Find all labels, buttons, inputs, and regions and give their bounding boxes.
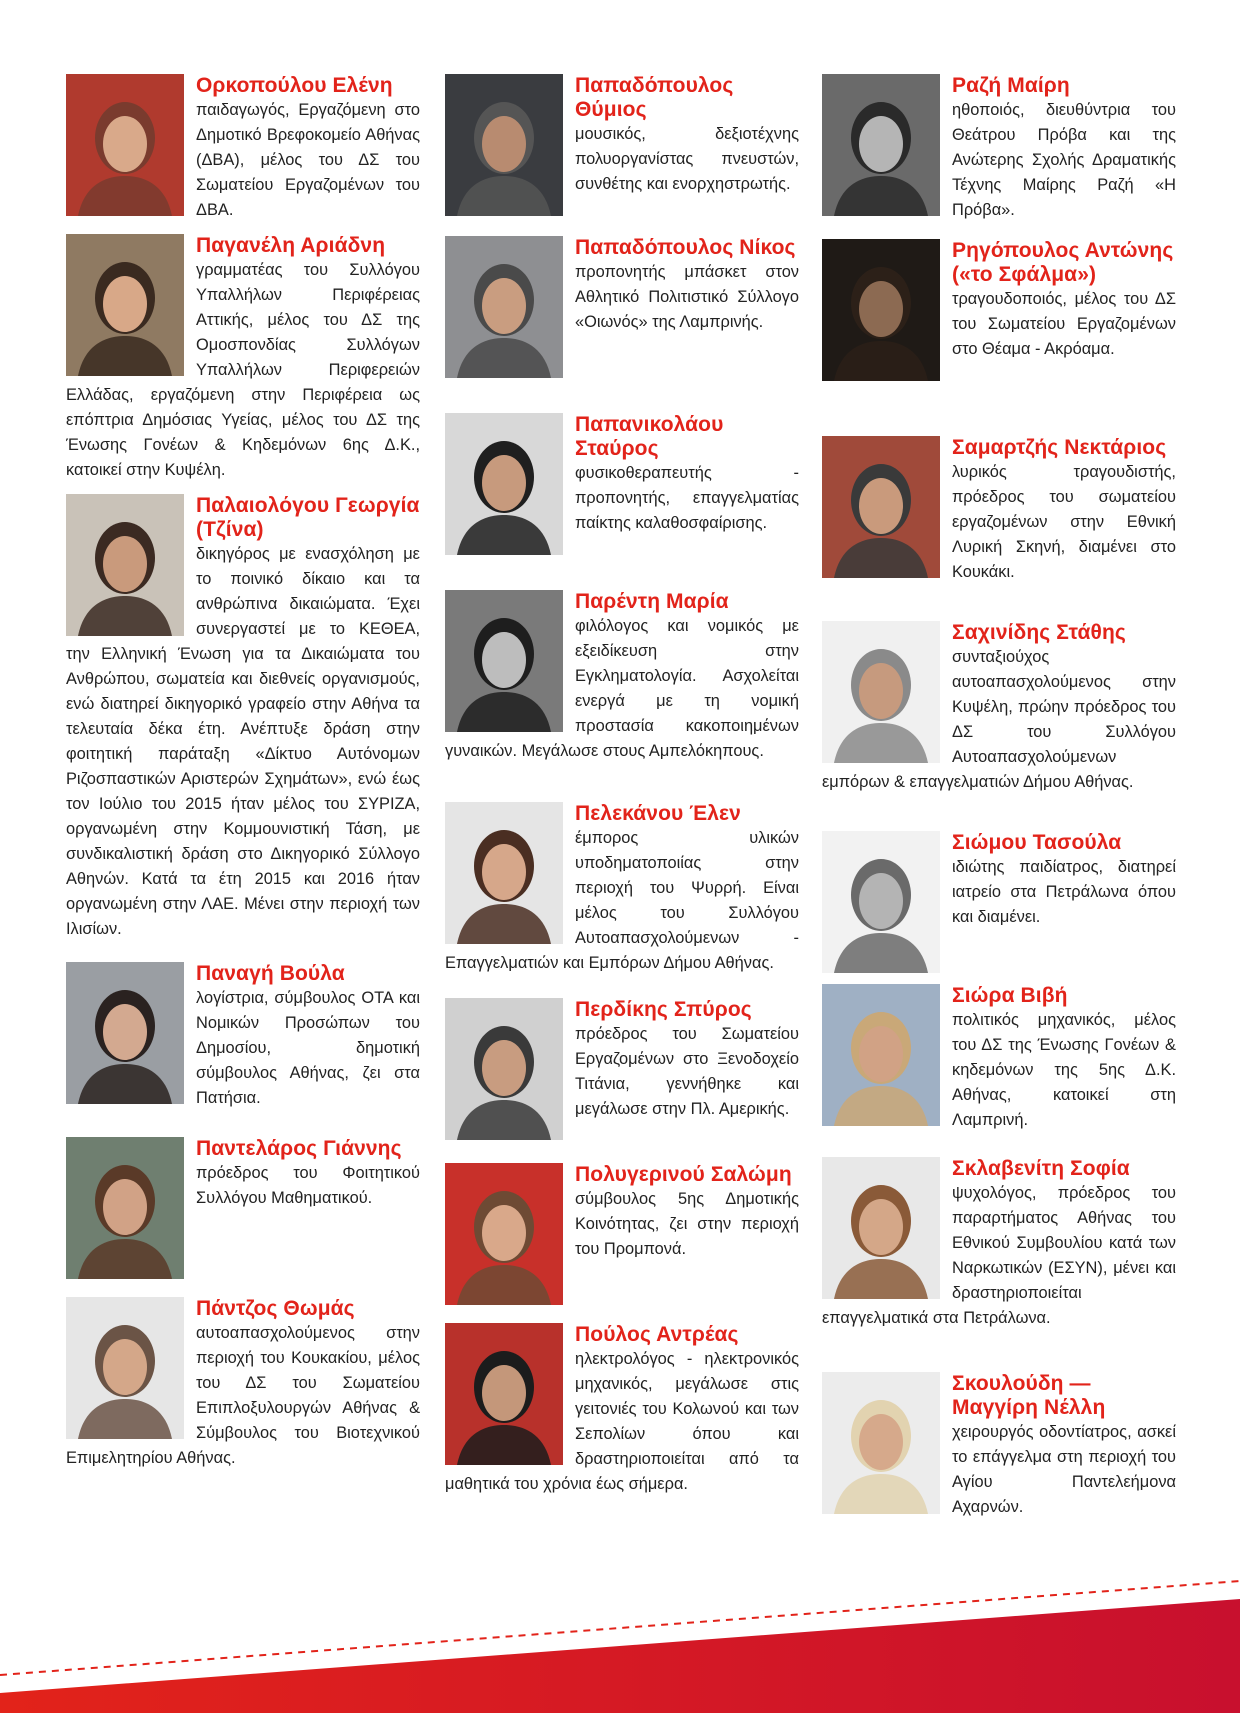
candidate-bio: ηθοποιός, διευθύντρια του Θεάτρου Πρόβα και της Ανώτερης Σχολής Δραματικής Τέχνης Μαίρης Ραζή «Η Πρόβα». [952,101,1176,219]
candidate-photo [822,74,940,216]
footer-red-wedge [0,1599,1240,1713]
candidate-card [822,239,1176,436]
candidate-photo [445,236,563,378]
candidate-card [66,234,420,494]
candidate-bio: προπονητής μπάσκετ στον Αθλητικό Πολιτιστικό Σύλλογο «Οιωνός» της Λαμπρινής. [575,263,799,331]
candidate-bio: ψυχολόγος, πρόεδρος του παραρτήματος Αθήνας του Εθνικού Συμβουλίου κατά των Ναρκωτικών (ΕΣΥΝ), μένει και δραστηριοποιείται επαγγελματικά στα Πετράλωνα. [822,1184,1176,1327]
candidate-photo [445,802,563,944]
candidate-card [822,436,1176,621]
portrait-photo [445,236,563,378]
candidate-name: Ραζή Μαίρη [952,74,1070,97]
candidate-name: Παναγή Βούλα [196,962,345,985]
candidate-bio: πολιτικός μηχανικός, μέλος του ΔΣ της Ένωσης Γονέων & κηδεμόνων της 5ης Δ.Κ. Αθήνας, κατοικεί στη Λαμπρινή. [952,1011,1176,1129]
candidate-bio: λογίστρια, σύμβουλος ΟΤΑ και Νομικών Προσώπων του Δημοσίου, δημοτική σύμβουλος Αθήνας, ζει στα Πατήσια. [196,989,420,1107]
candidate-bio: μουσικός, δεξιοτέχνης πολυοργανίστας πνευστών, συνθέτης και ενορχηστρωτής. [575,125,799,193]
candidate-bio: ιδιώτης παιδίατρος, διατηρεί ιατρείο στα Πετράλωνα όπου και διαμένει. [952,858,1176,926]
candidate-photo [822,239,940,381]
portrait-photo [445,74,563,216]
candidate-card [822,621,1176,831]
candidate-bio: έμπορος υλικών υποδηματοποιίας στην περιοχή του Ψυρρή. Είναι μέλος του Συλλόγου Αυτοαπασχολούμενων - Επαγγελματιών και Εμπόρων Δήμου Αθήνας. [445,829,799,972]
candidate-bio: σύμβουλος 5ης Δημοτικής Κοινότητας, ζει στην περιοχή του Προμπονά. [575,1190,799,1258]
portrait-photo [445,413,563,555]
candidate-name: Σιώμου Τασούλα [952,831,1122,854]
portrait-photo [822,1372,940,1514]
candidate-photo [822,984,940,1126]
candidate-name: Παρέντη Μαρία [575,590,729,613]
candidate-photo [445,1323,563,1465]
portrait-photo [66,1137,184,1279]
candidate-photo [822,1372,940,1514]
candidate-name: Παλαιολόγου Γεωργία (Τζίνα) [196,494,420,541]
candidate-card [66,1297,420,1497]
portrait-photo [822,621,940,763]
candidate-bio: τραγουδοποιός, μέλος του ΔΣ του Σωματείου Εργαζομένων στο Θέαμα - Ακρόαμα. [952,290,1176,358]
portrait-photo [66,1297,184,1439]
candidate-card [445,1323,799,1523]
candidate-card [66,494,420,962]
candidate-bio: παιδαγωγός, Εργαζόμενη στο Δημοτικό Βρεφοκομείο Αθήνας (ΔΒΑ), μέλος του ΔΣ του Σωματείου Εργαζομένων του ΔΒΑ. [196,101,420,219]
portrait-photo [822,831,940,973]
candidate-card [66,74,420,234]
candidate-name: Σιώρα Βιβή [952,984,1068,1007]
candidate-bio: πρόεδρος του Φοιτητικού Συλλόγου Μαθηματικού. [196,1164,420,1207]
candidate-photo [445,1163,563,1305]
candidate-photo [822,436,940,578]
candidate-bio: χειρουργός οδοντίατρος, ασκεί το επάγγελμα στη περιοχή του Αγίου Παντελεήμονα Αχαρνών. [952,1423,1176,1516]
portrait-photo [822,984,940,1126]
candidate-bio: γραμματέας του Συλλόγου Υπαλλήλων Περιφέρειας Αττικής, μέλος του ΔΣ της Ομοσπονδίας Συλλόγων Υπαλλήλων Περιφερειών Ελλάδας, εργαζόμενη στην Περιφέρεια ως επόπτρια Δημόσιας Υγείας, μέλος του ΔΣ της Ένωσης Γονέων & Κηδεμόνων 6ης Δ.Κ., κατοικεί στην Κυψέλη. [66,261,420,479]
candidate-card [445,74,799,236]
candidate-photo [66,1137,184,1279]
portrait-photo [822,239,940,381]
candidate-photo [66,234,184,376]
portrait-photo [445,802,563,944]
candidate-card [822,74,1176,239]
portrait-photo [66,962,184,1104]
candidate-name: Σκουλούδη — Μαγγίρη Νέλλη [952,1372,1106,1419]
portrait-photo [445,998,563,1140]
candidate-card [445,236,799,413]
candidate-card [822,1157,1176,1372]
candidate-photo [445,74,563,216]
candidate-bio: αυτοαπασχολούμενος στην περιοχή του Κουκακίου, μέλος του ΔΣ του Σωματείου Επιπλοξυλουργών Αθήνας & Σύμβουλος του Βιοτεχνικού Επιμελητηρίου Αθήνας. [66,1324,420,1467]
portrait-photo [445,590,563,732]
footer-decoration [0,1543,1240,1713]
candidate-name: Σαμαρτζής Νεκτάριος [952,436,1167,459]
candidate-name: Περδίκης Σπύρος [575,998,752,1021]
candidate-bio: δικηγόρος με ενασχόληση με το ποινικό δίκαιο και τα ανθρώπινα δικαιώματα. Έχει συνεργαστεί με το ΚΕΘΕΑ, την Ελληνική Ένωση για τα Δικαιώματα του Ανθρώπου, σωματεία και διεθνείς οργανισμούς, ενώ διατηρεί δικηγορικό γραφείο στην Αθήνα τα τελευταία δέκα έτη. Ανέπτυξε δράση στην φοιτητική παράταξη «Δίκτυο Αυτόνομων Ριζοσπαστικών Αριστερών Σχημάτων», ενώ έως τον Ιούλιο του 2015 ήταν μέλος του ΣΥΡΙΖΑ, οργανωμένη στην Κομμουνιστική Τάση, με συνδικαλιστική δράση στο Δικηγορικό Σύλλογο Αθηνών. Κατά τα έτη 2015 και 2016 ήταν οργανωμένη στην ΛΑΕ. Μένει στην περιοχή των Ιλισίων. [66,545,420,938]
candidate-name: Πελεκάνου Έλεν [575,802,741,825]
candidate-name: Σκλαβενίτη Σοφία [952,1157,1130,1180]
candidate-name: Παγανέλη Αριάδνη [196,234,386,257]
candidate-name: Σαχινίδης Στάθης [952,621,1126,644]
candidate-card [445,1163,799,1323]
candidate-photo [822,621,940,763]
candidate-photo [66,74,184,216]
candidate-name: Παπανικολάου Σταύρος [575,413,724,460]
candidate-photo [66,1297,184,1439]
candidate-photo [445,998,563,1140]
portrait-photo [66,234,184,376]
candidate-bio: πρόεδρος του Σωματείου Εργαζομένων στο Ξενοδοχείο Τιτάνια, γεννήθηκε και μεγάλωσε στην Πλ. Αμερικής. [575,1025,799,1118]
candidate-photo [66,962,184,1104]
candidate-photo [445,590,563,732]
candidate-name: Πάντζος Θωμάς [196,1297,355,1320]
candidate-photo [445,413,563,555]
candidate-photo [822,1157,940,1299]
candidate-name: Πούλος Αντρέας [575,1323,739,1346]
candidate-bio: συνταξιούχος αυτοαπασχολούμενος στην Κυψέλη, πρώην πρόεδρος του ΔΣ του Συλλόγου Αυτοαπασχολούμενων εμπόρων & επαγγελματιών Δήμου Αθήνας. [822,648,1176,791]
candidate-card [822,1372,1176,1542]
candidate-card [66,962,420,1137]
candidate-name: Πολυγερινού Σαλώμη [575,1163,792,1186]
candidate-card [445,590,799,802]
portrait-photo [445,1323,563,1465]
candidate-card [822,984,1176,1157]
candidate-name: Ορκοπούλου Ελένη [196,74,393,97]
footer-red-band [0,1543,1240,1713]
candidate-card [445,998,799,1163]
column-1 [66,74,420,1497]
portrait-photo [66,74,184,216]
column-3 [822,74,1176,1542]
portrait-photo [822,74,940,216]
candidate-card [445,802,799,998]
candidate-name: Ρηγόπουλος Αντώνης («το Σφάλμα») [952,239,1174,286]
candidate-card [445,413,799,590]
candidate-name: Παπαδόπουλος Θύμιος [575,74,734,121]
portrait-photo [822,436,940,578]
candidate-photo [66,494,184,636]
candidate-card [822,831,1176,984]
candidate-photo [822,831,940,973]
portrait-photo [66,494,184,636]
column-2 [445,74,799,1523]
candidate-name: Παπαδόπουλος Νίκος [575,236,796,259]
candidate-bio: λυρικός τραγουδιστής, πρόεδρος του σωματείου εργαζομένων στην Εθνική Λυρική Σκηνή, διαμένει στο Κουκάκι. [952,463,1176,581]
portrait-photo [822,1157,940,1299]
candidate-name: Παντελάρος Γιάννης [196,1137,402,1160]
candidate-bio: ηλεκτρολόγος - ηλεκτρονικός μηχανικός, μεγάλωσε στις γειτονιές του Κολωνού και των Σεπολίων όπου και δραστηριοποιείται από τα μαθητικά του χρόνια έως σήμερα. [445,1350,799,1493]
portrait-photo [445,1163,563,1305]
candidate-card [66,1137,420,1297]
candidate-bio: φιλόλογος και νομικός με εξειδίκευση στην Εγκληματολογία. Ασχολείται ενεργά με τη νομική προστασία κακοποιημένων γυναικών. Μεγάλωσε στους Αμπελόκηπους. [445,617,799,760]
candidate-bio: φυσικοθεραπευτής - προπονητής, επαγγελματίας παίκτης καλαθοσφαίρισης. [575,464,799,532]
